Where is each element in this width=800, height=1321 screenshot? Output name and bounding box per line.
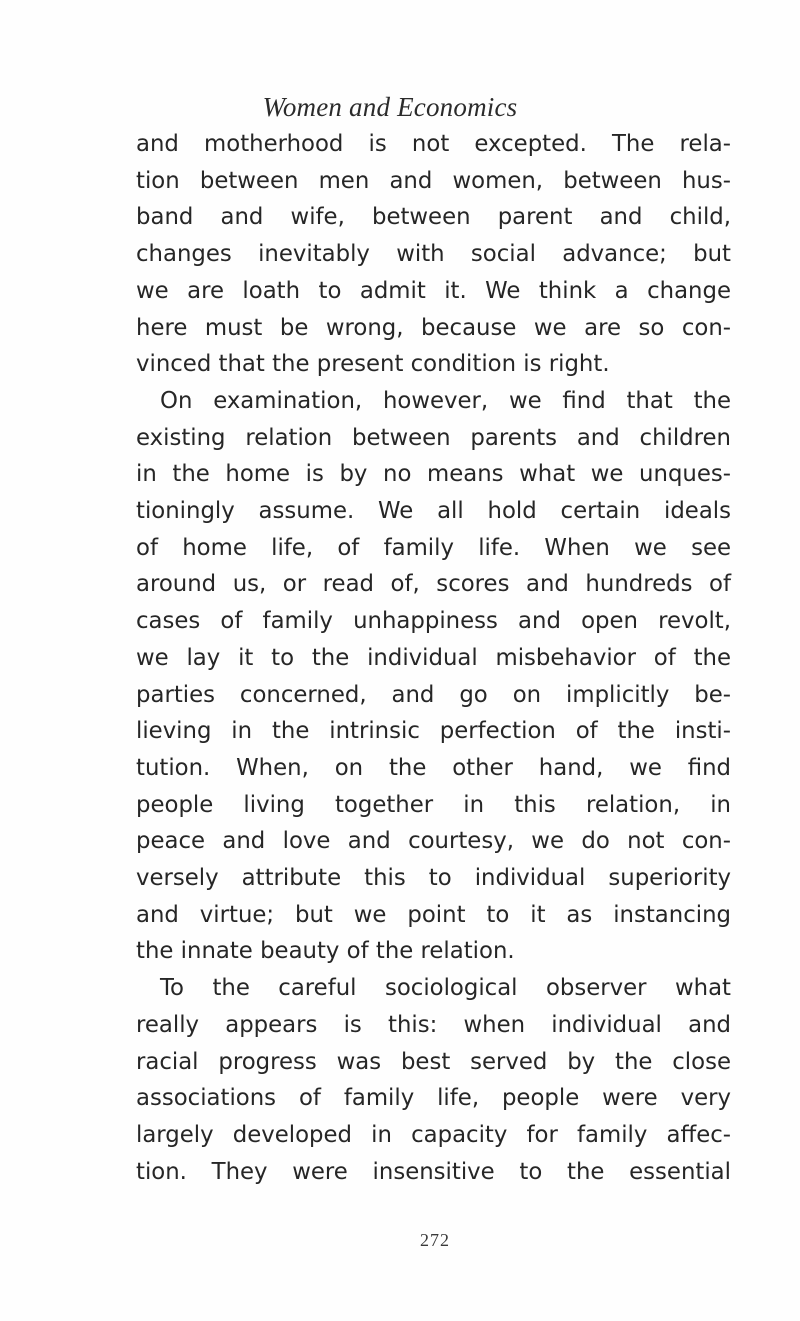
running-head: Women and Economics xyxy=(262,92,518,122)
text-line: associations of family life, people were very xyxy=(136,1085,731,1112)
text-line: we are loath to admit it. We think a change xyxy=(136,277,731,304)
text-line: tion between men and women, between hus- xyxy=(136,167,731,194)
text-line: On examination, however, we find that the xyxy=(160,387,731,414)
text-line: in the home is by no means what we unques- xyxy=(136,461,731,488)
text-line: and virtue; but we point to it as instancing xyxy=(136,901,731,928)
text-line: tution. When, on the other hand, we find xyxy=(136,754,731,781)
text-line: and motherhood is not excepted. The rela- xyxy=(136,131,731,157)
text-line: changes inevitably with social advance; but xyxy=(136,241,731,268)
text-line: To the careful sociological observer what xyxy=(160,975,731,1002)
text-line: of home life, of family life. When we see xyxy=(136,534,731,561)
text-line: peace and love and courtesy, we do not con- xyxy=(136,828,731,855)
text-line: we lay it to the individual misbehavior of the xyxy=(136,644,731,671)
text-line: really appears is this: when individual and xyxy=(136,1011,731,1038)
page-number: 272 xyxy=(420,1230,450,1250)
text-line: versely attribute this to individual superiority xyxy=(136,865,731,892)
text-line: band and wife, between parent and child, xyxy=(136,204,731,231)
text-line: racial progress was best served by the close xyxy=(136,1048,731,1075)
text-line: here must be wrong, because we are so con- xyxy=(136,314,731,341)
text-line: lieving in the intrinsic perfection of the insti- xyxy=(136,718,731,745)
text-line: existing relation between parents and children xyxy=(136,424,731,451)
text-line: cases of family unhappiness and open revolt, xyxy=(136,608,731,635)
text-line: tion. They were insensitive to the essential xyxy=(136,1158,731,1185)
text-line: people living together in this relation, in xyxy=(136,791,731,818)
text-line: around us, or read of, scores and hundreds of xyxy=(136,571,731,598)
text-line: parties concerned, and go on implicitly be- xyxy=(136,681,731,708)
text-line: the innate beauty of the relation. xyxy=(136,938,515,965)
text-line: tioningly assume. We all hold certain ideals xyxy=(136,498,731,525)
text-line: vinced that the present condition is right. xyxy=(136,351,610,378)
text-line: largely developed in capacity for family affec- xyxy=(136,1121,731,1148)
body-text xyxy=(136,126,731,1190)
